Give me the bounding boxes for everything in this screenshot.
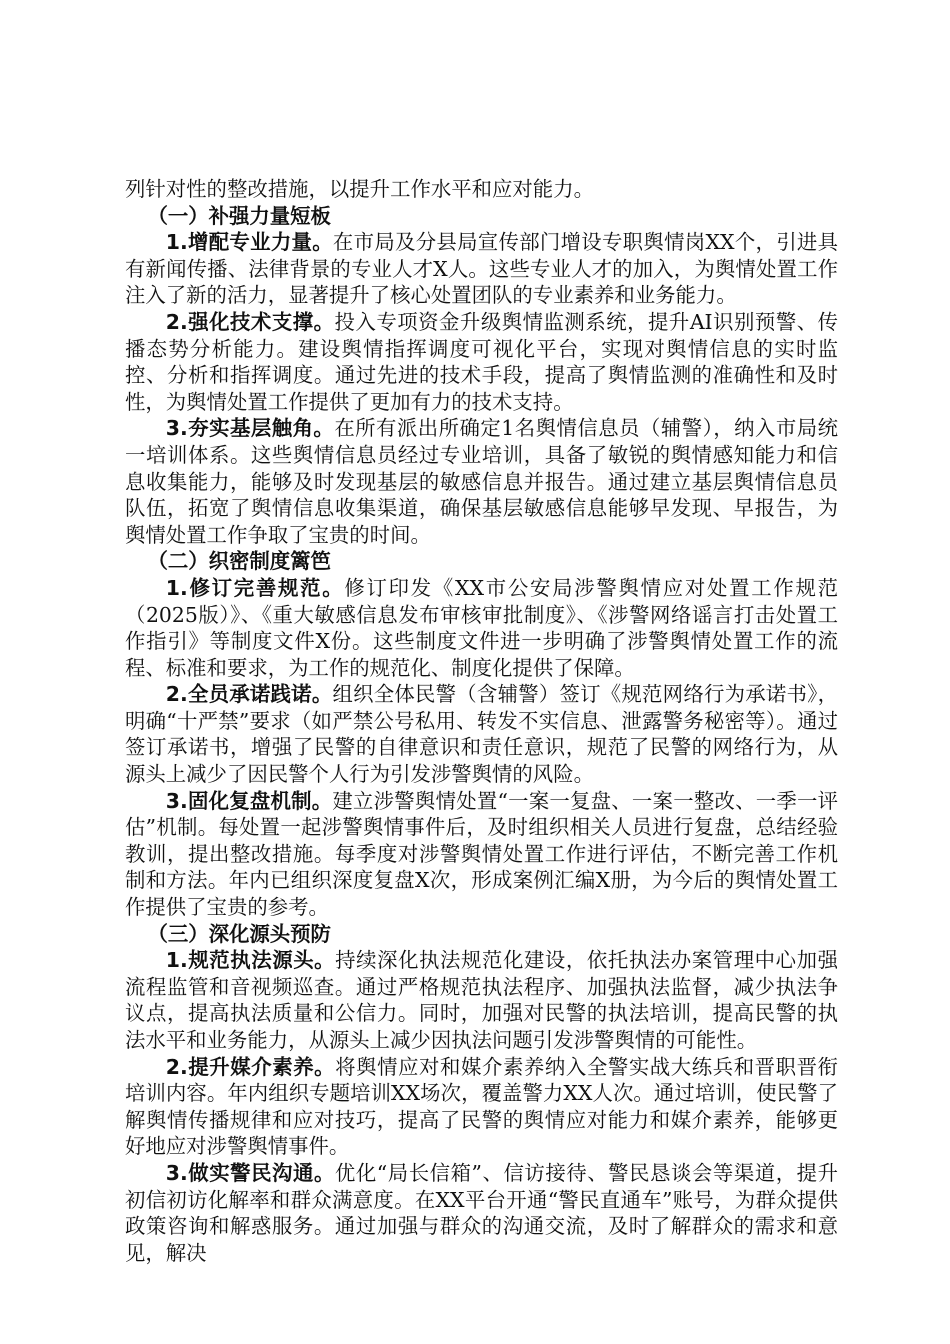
paragraph (125, 415, 838, 548)
paragraph-text: 持续深化执法规范化建设，依托执法办案管理中心加强流程监管和音视频巡查。通过严格规范执法程序、加强执法监督，减少执法争议点，提高执法质量和公信力。同时，加强对民警的执法培训，提高民警的执法水平和业务能力，从源头上减少因执法问题引发涉警舆情的可能性。 (125, 948, 838, 1052)
paragraph-text: 建立涉警舆情处置“一案一复盘、一案一整改、一季一评估”机制。每处置一起涉警舆情事件后，及时组织相关人员进行复盘，总结经验教训，提出整改措施。每季度对涉警舆情处置工作进行评估，不断完善工作机制和方法。年内已组织深度复盘X次，形成案例汇编X册，为今后的舆情处置工作提供了宝贵的参考。 (125, 788, 839, 920)
paragraph-text: 投入专项资金升级舆情监测系统，提升AI识别预警、传播态势分析能力。建设舆情指挥调度可视化平台，实现对舆情信息的实时监控、分析和指挥调度。通过先进的技术手段，提高了舆情监测的准确性和及时性，为舆情处置工作提供了更加有力的技术支持。 (125, 309, 839, 414)
paragraph-title: 1.增配专业力量。 (165, 230, 333, 255)
paragraph-title: 1.规范执法源头。 (165, 948, 336, 973)
paragraph (125, 575, 838, 681)
paragraph-text: 将舆情应对和媒介素养纳入全警实战大练兵和晋职晋衔培训内容。年内组织专题培训XX场次，覆盖警力XX人次。通过培训，使民警了解舆情传播规律和应对技巧，提高了民警的舆情应对能力和媒介素养，能够更好地应对涉警舆情事件。 (125, 1054, 838, 1159)
paragraph-title: 3.固化复盘机制。 (165, 788, 333, 813)
paragraph (125, 1160, 838, 1266)
paragraph-title: 3.做实警民沟通。 (165, 1160, 335, 1185)
section-heading: （二）织密制度篱笆 (147, 549, 331, 574)
paragraph (125, 1054, 838, 1160)
paragraph-text: 修订印发《XX市公安局涉警舆情应对处置工作规范（2025版）》、《重大敏感信息发布审核审批制度》、《涉警网络谣言打击处置工作指引》等制度文件X份。这些制度文件进一步明确了涉警舆情处置工作的流程、标准和要求，为工作的规范化、制度化提供了保障。 (125, 575, 838, 680)
document-page (125, 176, 838, 1266)
paragraph (125, 309, 838, 415)
paragraph-text: 在市局及分县局宣传部门增设专职舆情岗XX个，引进具有新闻传播、法律背景的专业人才X人。这些专业人才的加入，为舆情处置工作注入了新的活力，显著提升了核心处置团队的专业素养和业务能力。 (125, 230, 838, 308)
paragraph (125, 229, 838, 309)
paragraph (125, 681, 838, 787)
section-heading: （一）补强力量短板 (147, 203, 331, 228)
paragraph-text: 优化“局长信箱”、信访接待、警民恳谈会等渠道，提升初信初访化解率和群众满意度。在XX平台开通“警民直通车”账号，为群众提供政策咨询和解惑服务。通过加强与群众的沟通交流，及时了解群众的需求和意见，解决 (125, 1160, 838, 1265)
paragraph-text: 在所有派出所确定1名舆情信息员（辅警），纳入市局统一培训体系。这些舆情信息员经过专业培训，具备了敏锐的舆情感知能力和信息收集能力，能够及时发现基层的敏感信息并报告。通过建立基层舆情信息员队伍，拓宽了舆情信息收集渠道，确保基层敏感信息能够早发现、早报告，为舆情处置工作争取了宝贵的时间。 (125, 416, 838, 547)
paragraph (125, 947, 838, 1053)
paragraph-title: 2.提升媒介素养。 (165, 1054, 336, 1079)
paragraph-title: 2.强化技术支撑。 (165, 309, 335, 334)
intro-text: 列针对性的整改措施，以提升工作水平和应对能力。 (125, 177, 594, 201)
paragraph-text: 组织全体民警（含辅警）签订《规范网络行为承诺书》，明确“十严禁”要求（如严禁公号私用、转发不实信息、泄露警务秘密等）。通过签订承诺书，增强了民警的自律意识和责任意识，规范了民警的网络行为，从源头上减少了因民警个人行为引发涉警舆情的风险。 (125, 682, 838, 787)
paragraph-title: 3.夯实基层触角。 (165, 416, 335, 441)
paragraph-title: 2.全员承诺践诺。 (165, 682, 333, 707)
section-heading: （三）深化源头预防 (147, 921, 331, 946)
paragraph-title: 1.修订完善规范。 (165, 575, 345, 600)
paragraph (125, 788, 838, 921)
